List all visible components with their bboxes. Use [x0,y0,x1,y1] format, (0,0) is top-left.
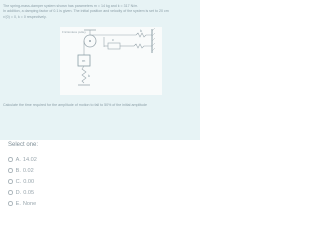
option-text: 0.05 [23,189,35,196]
radio-b[interactable] [8,168,13,173]
radio-e[interactable] [8,201,13,206]
option-c[interactable] [8,176,37,187]
option-text: 0.02 [22,167,34,174]
radio-d[interactable] [8,190,13,195]
option-letter: D. [15,189,22,196]
option-d[interactable] [8,187,37,198]
spring-mass-diagram [60,27,162,95]
select-one-label: Select one: [8,142,39,148]
option-text: 14.02 [22,156,37,163]
option-b[interactable] [8,165,37,176]
question-line-1: The spring-mass-damper system shown has parameters m = 14 kg and k = 317 N/m. [3,4,139,8]
damper-label: c [112,37,114,42]
spring-label-2: k [140,28,142,33]
option-letter: A. [15,156,21,163]
spring-label-1: k [88,73,90,78]
radio-c[interactable] [8,179,13,184]
question-line-3: x'(0) = 0, k = 0 respectively. [3,14,47,19]
mass-label: m [82,58,86,63]
question-line-2: In addition, a damping factor of 0.1 is given. The initial position and velocity of the system is set to 20 cm [3,9,169,14]
option-a[interactable] [8,154,37,165]
pulley-label: Frictionless pulley [62,30,86,34]
option-letter: B. [15,167,21,174]
question-panel [0,0,200,140]
option-e[interactable] [8,198,37,209]
question-text [3,4,198,20]
option-text: None [22,200,37,207]
radio-a[interactable] [8,157,13,162]
option-letter: E. [15,200,21,207]
option-text: 0.00 [23,178,35,185]
option-letter: C. [15,178,22,185]
answer-options [8,154,37,209]
question-instruction: Calculate the time required for the amplitude of motion to fall to 50% of the initial amplitude [3,103,148,107]
